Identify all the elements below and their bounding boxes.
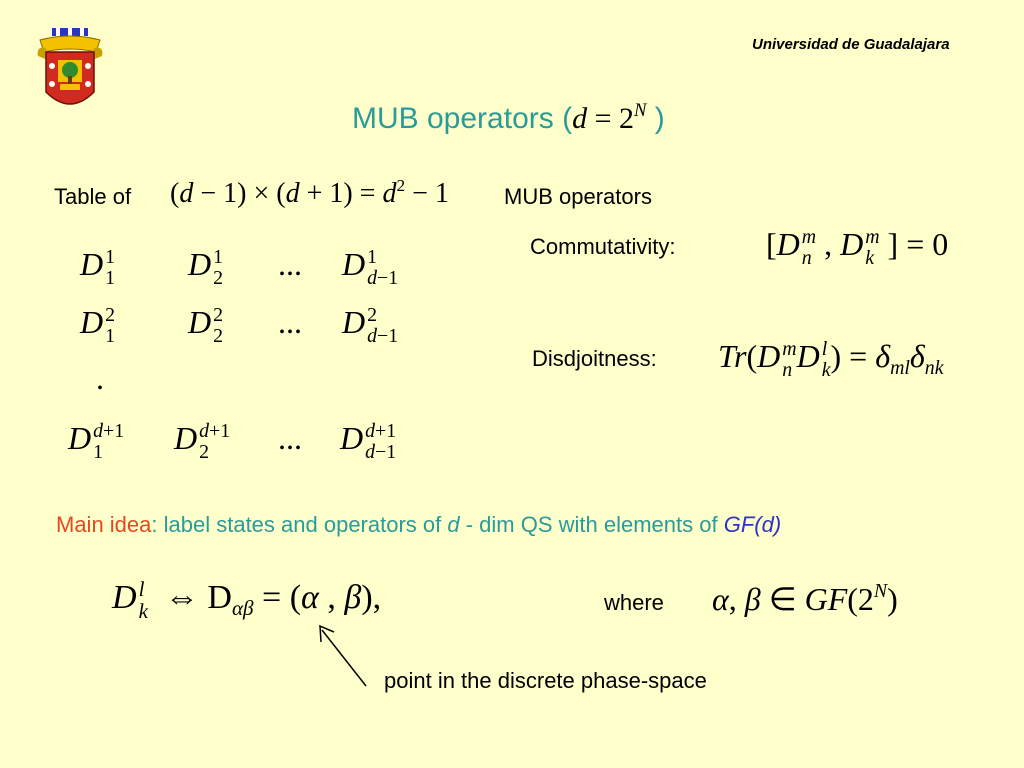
title-formula: $d = 2^N$ xyxy=(572,99,647,135)
university-crest-icon xyxy=(34,26,106,118)
title-prefix: MUB operators ( xyxy=(352,102,573,135)
main-idea-text-2: - dim QS with elements of xyxy=(459,512,724,537)
ellipsis: ... xyxy=(278,246,302,282)
main-idea-text-1: label states and operators of xyxy=(157,512,448,537)
main-idea-gf: GF(d) xyxy=(723,512,782,537)
mapping-equation: D l k ⇔ $D_{\alpha\beta} = (\alpha$ , β), xyxy=(112,577,382,624)
operator-cell: D 2 2 xyxy=(188,303,224,347)
disjointness-label: Disdjoitness: xyxy=(532,346,657,371)
table-count-equation: $(d - 1) \times (d + 1) = d^2 - 1$ xyxy=(170,175,449,209)
ellipsis: ... xyxy=(278,304,302,340)
operator-cell: D 1 1 xyxy=(80,245,116,289)
operator-cell: D 2 1 xyxy=(80,303,116,347)
operator-cell: D 2 d−1 xyxy=(342,303,399,347)
galois-field-equation: α, β ∈ $GF(2^N)$ xyxy=(712,580,898,617)
vertical-dot: . xyxy=(96,360,104,396)
disjointness-equation: Tr(D m n D l k ) = $\delta_{ml}\delta_{nk}$ xyxy=(718,337,944,381)
slide-title xyxy=(352,99,665,136)
operator-cell: D 1 2 xyxy=(188,245,224,289)
operator-cell: D d+1 2 xyxy=(174,419,231,463)
main-idea-d: d xyxy=(447,512,460,537)
university-name: Universidad de Guadalajara xyxy=(752,36,950,53)
commutativity-equation: [D m n , D m k ] = 0 xyxy=(766,225,949,269)
table-of-label: Table of xyxy=(54,184,132,209)
main-idea-label: Main idea xyxy=(56,512,152,537)
commutativity-label: Commutativity: xyxy=(530,234,676,259)
operator-cell: D 1 d−1 xyxy=(342,245,399,289)
annotation-arrow xyxy=(310,608,380,694)
ellipsis: ... xyxy=(278,420,302,456)
title-suffix: ) xyxy=(654,102,665,135)
phase-space-annotation: point in the discrete phase-space xyxy=(384,668,707,693)
main-idea-statement xyxy=(56,512,781,538)
operator-cell: D d+1 d−1 xyxy=(340,419,397,463)
mub-operators-label: MUB operators xyxy=(504,184,652,209)
operator-cell: D d+1 1 xyxy=(68,419,125,463)
where-label: where xyxy=(604,590,664,615)
main-idea-colon: : xyxy=(151,512,158,537)
